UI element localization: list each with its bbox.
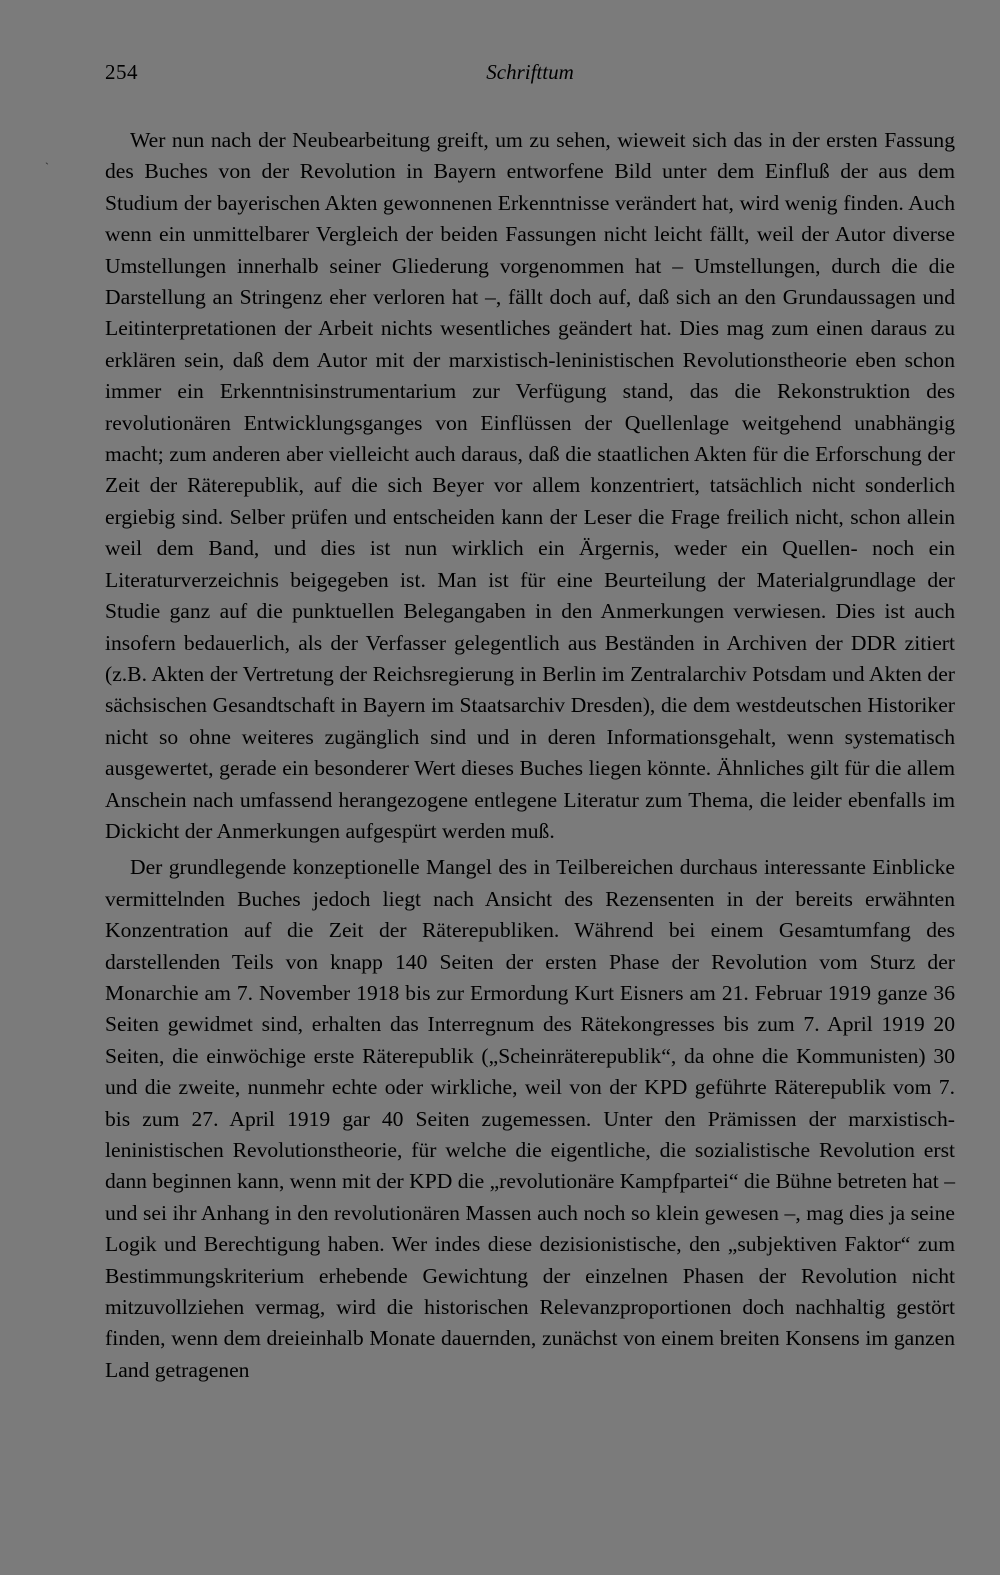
scan-speck: `: [45, 160, 49, 174]
running-head: [105, 60, 955, 90]
paragraph-2: Der grundlegende konzeptionelle Mangel des in Teilbereichen durchaus interessante Einblicke vermittelnden Buches jedoch liegt nach Ansicht des Rezensenten in der bereits erwähnten Konzentration auf die Zeit der Räterepubliken. Während bei einem Gesamtumfang des darstellenden Teils von knapp 140 Seiten der ersten Phase der Revolution vom Sturz der Monarchie am 7. November 1918 bis zur Ermordung Kurt Eisners am 21. Februar 1919 ganze 36 Seiten gewidmet sind, erhalten das Interregnum des Rätekongresses bis zum 7. April 1919 20 Seiten, die einwöchige erste Räterepublik („Scheinräterepublik“, da ohne die Kommunisten) 30 und die zweite, nunmehr echte oder wirkliche, weil von der KPD geführte Räterepublik vom 7. bis zum 27. April 1919 gar 40 Seiten zugemessen. Unter den Prämissen der marxistisch-leninistischen Revolutionstheorie, für welche die eigentliche, die sozialistische Revolution erst dann beginnen kann, wenn mit der KPD die „revolutionäre Kampfpartei“ die Bühne betreten hat – und sei ihr Anhang in den revolutionären Massen auch noch so klein gewesen –, mag dies ja seine Logik und Berechtigung haben. Wer indes diese dezisionistische, den „subjektiven Faktor“ zum Bestimmungskriterium erhebende Gewichtung der einzelnen Phasen der Revolution nicht mitzuvollziehen vermag, wird die historischen Relevanzproportionen doch nachhaltig gestört finden, wenn dem dreieinhalb Monate dauernden, zunächst von einem breiten Konsens im ganzen Land getragenen: [105, 855, 955, 1382]
paragraph-1: Wer nun nach der Neubearbeitung greift, um zu sehen, wieweit sich das in der ersten Fassung des Buches von der Revolution in Bayern entworfene Bild unter dem Einfluß der aus dem Studium der bayerischen Akten gewonnenen Erkenntnisse verändert hat, wird wenig finden. Auch wenn ein unmittelbarer Vergleich der beiden Fassungen nicht leicht fällt, weil der Autor diverse Umstellungen innerhalb seiner Gliederung vorgenommen hat – Umstellungen, durch die die Darstellung an Stringenz eher verloren hat –, fällt doch auf, daß sich an den Grundaussagen und Leitinterpretationen der Arbeit nichts wesentliches geändert hat. Dies mag zum einen daraus zu erklären sein, daß dem Autor mit der marxistisch-leninistischen Revolutionstheorie eben schon immer ein Erkenntnisinstrumentarium zur Verfügung stand, das die Rekonstruktion des revolutionären Entwicklungsganges von Einflüssen der Quellenlage weitgehend unabhängig macht; zum anderen aber vielleicht auch daraus, daß die staatlichen Akten für die Erforschung der Zeit der Räterepublik, auf die sich Beyer vor allem konzentriert, tatsächlich nicht sonderlich ergiebig sind. Selber prüfen und entscheiden kann der Leser die Frage freilich nicht, schon allein weil dem Band, und dies ist nun wirklich ein Ärgernis, weder ein Quellen- noch ein Literaturverzeichnis beigegeben ist. Man ist für eine Beurteilung der Materialgrundlage der Studie ganz auf die punktuellen Belegangaben in den Anmerkungen verwiesen. Dies ist auch insofern bedauerlich, als der Verfasser gelegentlich aus Beständen in Archiven der DDR zitiert (z.B. Akten der Vertretung der Reichsregierung in Berlin im Zentralarchiv Potsdam und Akten der sächsischen Gesandtschaft in Bayern im Staatsarchiv Dresden), die dem westdeutschen Historiker nicht so ohne weiteres zugänglich sind und in deren Informationsgehalt, wenn systematisch ausgewertet, gerade ein besonderer Wert dieses Buches liegen könnte. Ähnliches gilt für die allem Anschein nach umfassend herangezogene entlegene Literatur zum Thema, die leider ebenfalls im Dickicht der Anmerkungen aufgespürt werden muß.: [105, 128, 955, 843]
page-number: 254: [105, 60, 138, 84]
body-text: [105, 125, 955, 1386]
section-title: Schrifttum: [486, 60, 574, 84]
